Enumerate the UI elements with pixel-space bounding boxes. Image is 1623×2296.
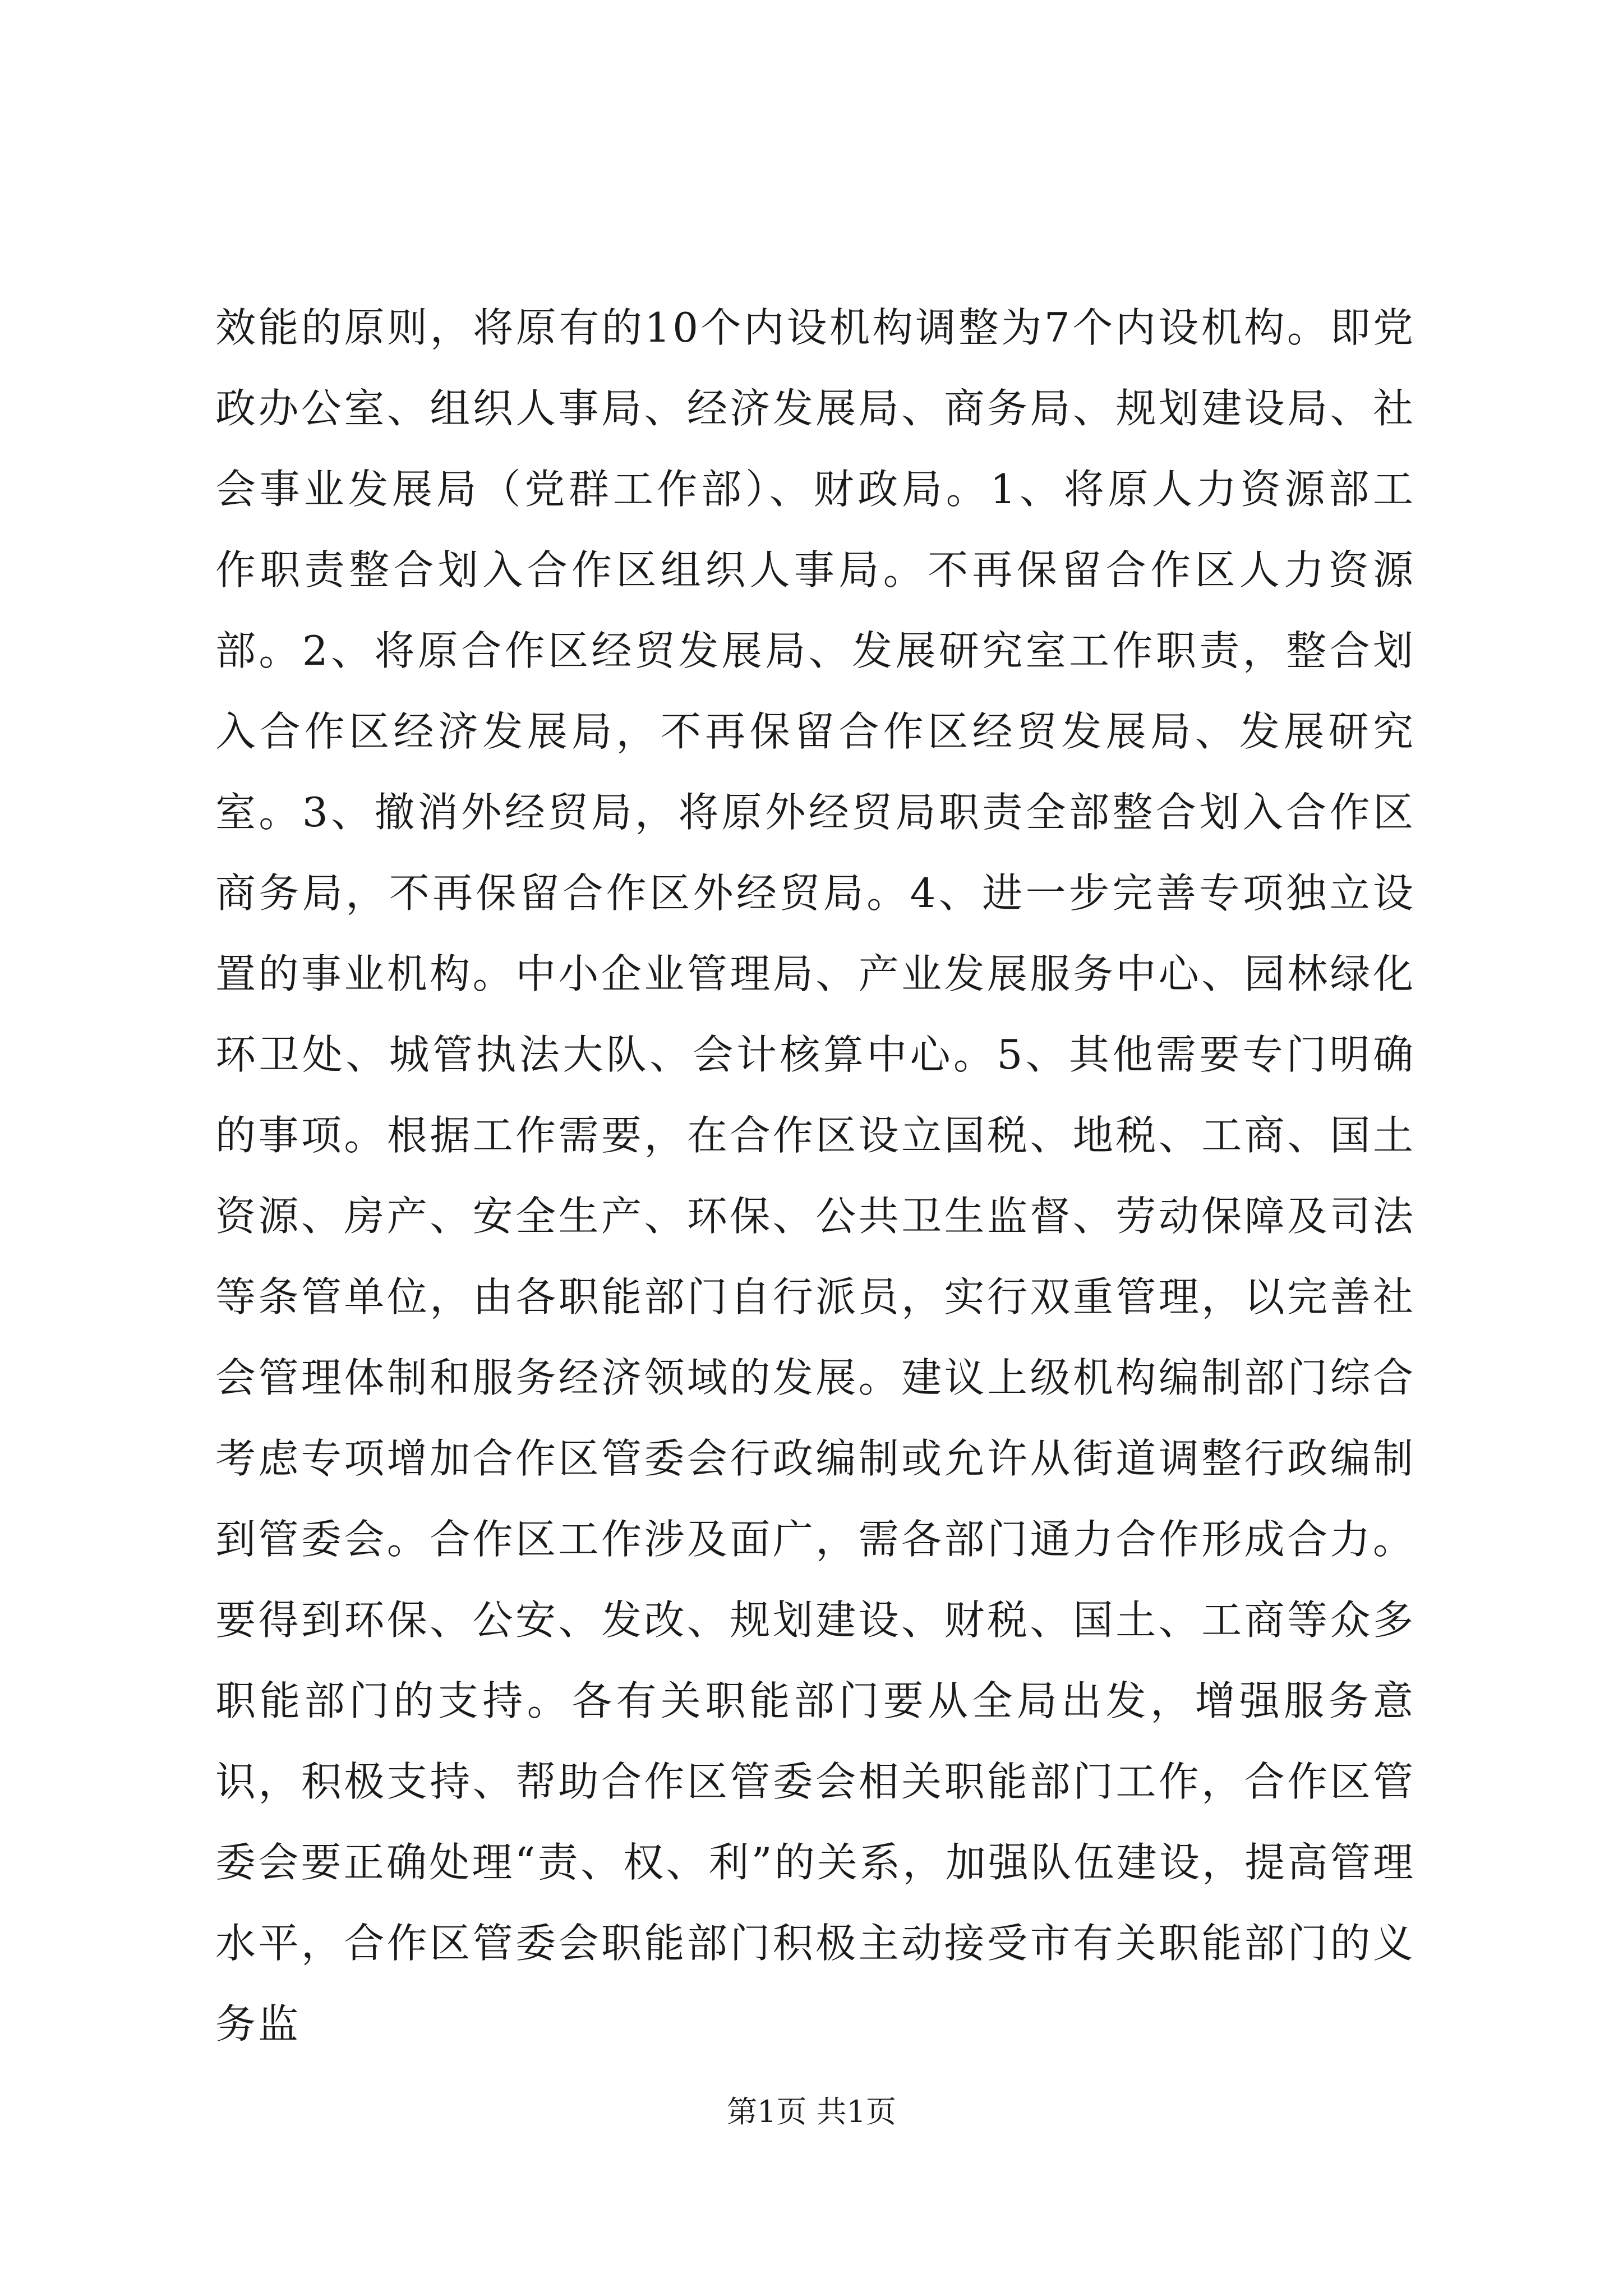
body-paragraph: 效能的原则，将原有的10个内设机构调整为7个内设机构。即党政办公室、组织人事局、经济发展局、商务局、规划建设局、社会事业发展局（党群工作部）、财政局。1、将原人力资源部工作职责整合划入合作区组织人事局。不再保留合作区人力资源部。2、将原合作区经贸发展局、发展研究室工作职责，整合划入合作区经济发展局，不再保留合作区经贸发展局、发展研究室。3、撤消外经贸局，将原外经贸局职责全部整合划入合作区商务局，不再保留合作区外经贸局。4、进一步完善专项独立设置的事业机构。中小企业管理局、产业发展服务中心、园林绿化环卫处、城管执法大队、会计核算中心。5、其他需要专门明确的事项。根据工作需要，在合作区设立国税、地税、工商、国土资源、房产、安全生产、环保、公共卫生监督、劳动保障及司法等条管单位，由各职能部门自行派员，实行双重管理，以完善社会管理体制和服务经济领域的发展。建议上级机构编制部门综合考虑专项增加合作区管委会行政编制或允许从街道调整行政编制到管委会。合作区工作涉及面广，需各部门通力合作形成合力。要得到环保、公安、发改、规划建设、财税、国土、工商等众多职能部门的支持。各有关职能部门要从全局出发，增强服务意识，积极支持、帮助合作区管委会相关职能部门工作，合作区管委会要正确处理“责、权、利”的关系，加强队伍建设，提高管理水平，合作区管委会职能部门积极主动接受市有关职能部门的义务监 (215, 304, 1415, 2047)
page-footer: 第1页 共1页 (727, 2094, 896, 2129)
